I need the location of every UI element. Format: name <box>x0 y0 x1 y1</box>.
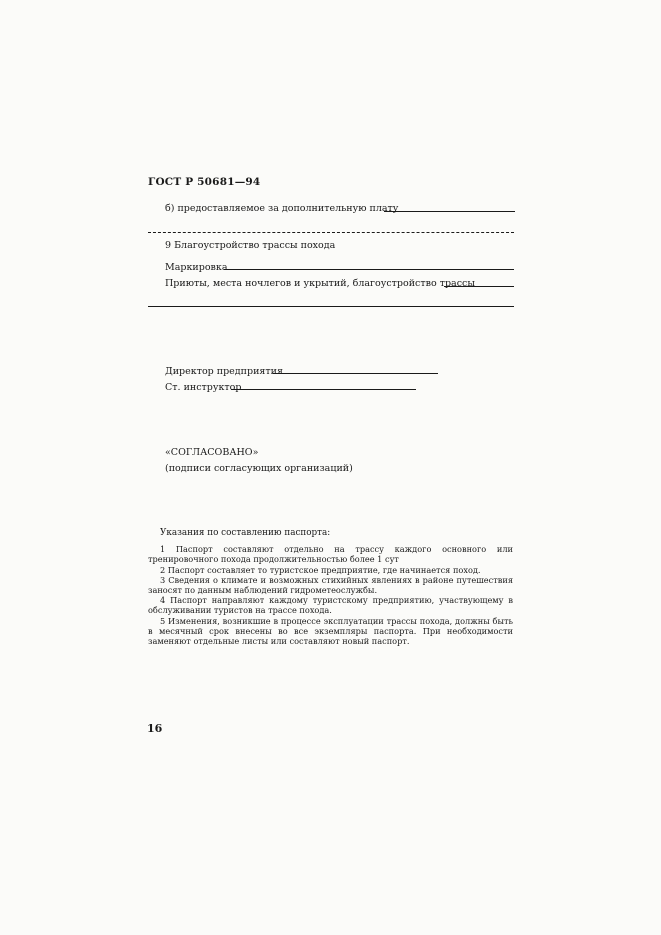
approval-subtitle: (подписи согласующих организаций) <box>165 463 353 474</box>
standard-header: ГОСТ Р 50681—94 <box>148 176 261 188</box>
instruction-item: 5 Изменения, возникшие в процессе эксплуатации трассы похода, должны быть в месячный срок внесены во все экземпляры паспорта. При необходимости заменяют отдельные листы или составляют новый паспорт. <box>148 615 513 647</box>
section-9-title: 9 Благоустройство трассы похода <box>165 240 336 251</box>
item-b-label: б) предоставляемое за дополнительную плату <box>165 203 399 214</box>
approval-title: «СОГЛАСОВАНО» <box>165 447 259 458</box>
instruction-item: 4 Паспорт направляют каждому туристскому предприятию, участвующему в обслуживании туристов на трассе похода. <box>148 595 513 616</box>
instructions-block <box>148 528 513 646</box>
instructor-label: Ст. инструктор <box>165 382 242 393</box>
instruction-item: 3 Сведения о климате и возможных стихийных явлениях в районе путешествия заносят по данным наблюдений гидрометеослужбы. <box>148 574 513 596</box>
item-b-fill-line[interactable] <box>384 211 515 212</box>
director-label: Директор предприятия <box>165 366 283 377</box>
shelters-fill-line-2[interactable] <box>148 306 514 307</box>
marking-fill-line[interactable] <box>224 269 514 270</box>
page-number: 16 <box>147 722 163 735</box>
instructor-signature-line[interactable] <box>231 389 416 390</box>
instruction-item: 2 Паспорт составляет то туристское предприятие, где начинается поход. <box>160 564 481 575</box>
marking-label: Маркировка <box>165 262 228 273</box>
director-signature-line[interactable] <box>273 373 438 374</box>
separator-line <box>148 232 514 233</box>
instructions-title: Указания по составлению паспорта: <box>160 528 331 538</box>
instruction-item: 1 Паспорт составляют отдельно на трассу каждого основного или тренировочного похода продолжительностью более 1 сут <box>148 544 513 565</box>
shelters-fill-line[interactable] <box>444 286 514 287</box>
shelters-label: Приюты, места ночлегов и укрытий, благоустройство трассы <box>165 278 475 289</box>
